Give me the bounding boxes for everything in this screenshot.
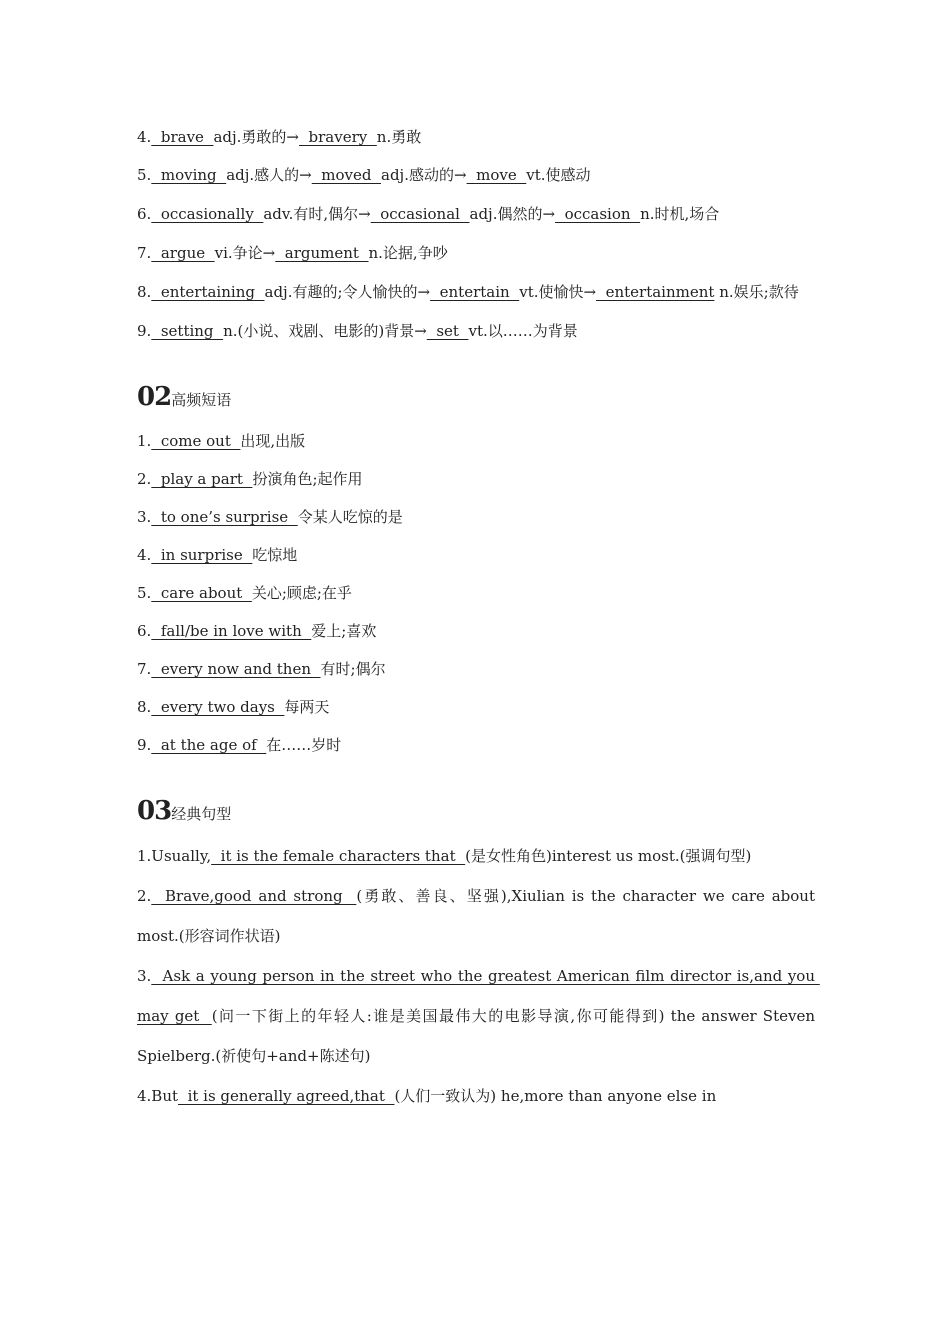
answer-blank: to one’s surprise — [151, 508, 298, 526]
sentence-list — [137, 836, 820, 1116]
answer-blank: play a part — [151, 470, 253, 488]
answer-blank: occasionally — [151, 205, 264, 223]
phrase-item-9: 9. at the age of 在……岁时 — [137, 736, 342, 754]
answer-blank: care about — [151, 584, 252, 602]
answer-blank: fall/be in love with — [151, 622, 312, 640]
answer-blank: move — [466, 166, 527, 184]
phrase-list — [137, 422, 815, 764]
vocab-item-7: 7. argue vi.争论→ argument n.论据,争吵 — [137, 244, 448, 262]
vocabulary-list — [137, 118, 815, 350]
answer-blank: brave — [151, 128, 214, 146]
section-heading-sentences — [137, 786, 815, 836]
answer-blank: Ask a young person in the street who the greatest American film director is,and you may get — [137, 967, 820, 1025]
sentence-item-2: 2. Brave,good and strong (勇敢、善良、坚强),Xiulian is the character we care about most.(形容词作状语) — [137, 887, 815, 945]
answer-blank: entertain — [430, 283, 520, 301]
vocab-item-8: 8. entertaining adj.有趣的;令人愉快的→ entertain vt.使愉快→ entertainment n.娱乐;款待 — [137, 283, 799, 301]
phrase-item-6: 6. fall/be in love with 爱上;喜欢 — [137, 622, 377, 640]
answer-blank: argument — [275, 244, 369, 262]
section-number: 02 — [137, 382, 172, 412]
answer-blank: every now and then — [151, 660, 321, 678]
vocab-item-5: 5. moving adj.感人的→ moved adj.感动的→ move vt.使感动 — [137, 166, 591, 184]
answer-blank: set — [426, 322, 469, 340]
answer-blank: every two days — [151, 698, 285, 716]
answer-blank: at the age of — [151, 736, 267, 754]
answer-blank: moving — [151, 166, 227, 184]
sentence-item-4: 4.But it is generally agreed,that (人们一致认为) he,more than anyone else in — [137, 1087, 717, 1105]
section-title: 高频短语 — [171, 391, 232, 409]
phrase-item-3: 3. to one’s surprise 令某人吃惊的是 — [137, 508, 403, 526]
phrase-item-8: 8. every two days 每两天 — [137, 698, 330, 716]
section-heading-phrases — [137, 372, 815, 422]
answer-blank: argue — [151, 244, 215, 262]
phrase-item-5: 5. care about 关心;顾虑;在乎 — [137, 584, 352, 602]
phrase-item-2: 2. play a part 扮演角色;起作用 — [137, 470, 363, 488]
answer-blank: entertaining — [151, 283, 265, 301]
phrase-item-7: 7. every now and then 有时;偶尔 — [137, 660, 386, 678]
answer-blank: Brave,good and strong — [151, 887, 357, 905]
answer-blank: in surprise — [151, 546, 253, 564]
section-title: 经典句型 — [171, 805, 232, 823]
answer-blank: it is generally agreed,that — [178, 1087, 395, 1105]
answer-blank: entertainment — [596, 283, 715, 301]
vocab-item-9: 9. setting n.(小说、戏剧、电影的)背景→ set vt.以……为背景 — [137, 322, 578, 340]
vocab-item-6: 6. occasionally adv.有时,偶尔→ occasional adj.偶然的→ occasion n.时机,场合 — [137, 205, 720, 223]
vocab-item-4: 4. brave adj.勇敢的→ bravery n.勇敢 — [137, 128, 422, 146]
section-number: 03 — [137, 796, 172, 826]
sentence-item-3: 3. Ask a young person in the street who the greatest American film director is,and you may get (问一下街上的年轻人:谁是美国最伟大的电影导演,你可能得到) the answer Steven Spielberg.(祈使句+and+陈述句) — [137, 967, 820, 1065]
sentence-item-1: 1.Usually, it is the female characters that (是女性角色)interest us most.(强调句型) — [137, 847, 752, 865]
answer-blank: moved — [311, 166, 382, 184]
answer-blank: it is the female characters that — [211, 847, 466, 865]
answer-blank: occasional — [370, 205, 470, 223]
phrase-item-1: 1. come out 出现,出版 — [137, 432, 306, 450]
phrase-item-4: 4. in surprise 吃惊地 — [137, 546, 298, 564]
answer-blank: setting — [151, 322, 224, 340]
document-page — [137, 118, 820, 1116]
answer-blank: occasion — [555, 205, 641, 223]
answer-blank: come out — [151, 432, 241, 450]
answer-blank: bravery — [299, 128, 377, 146]
